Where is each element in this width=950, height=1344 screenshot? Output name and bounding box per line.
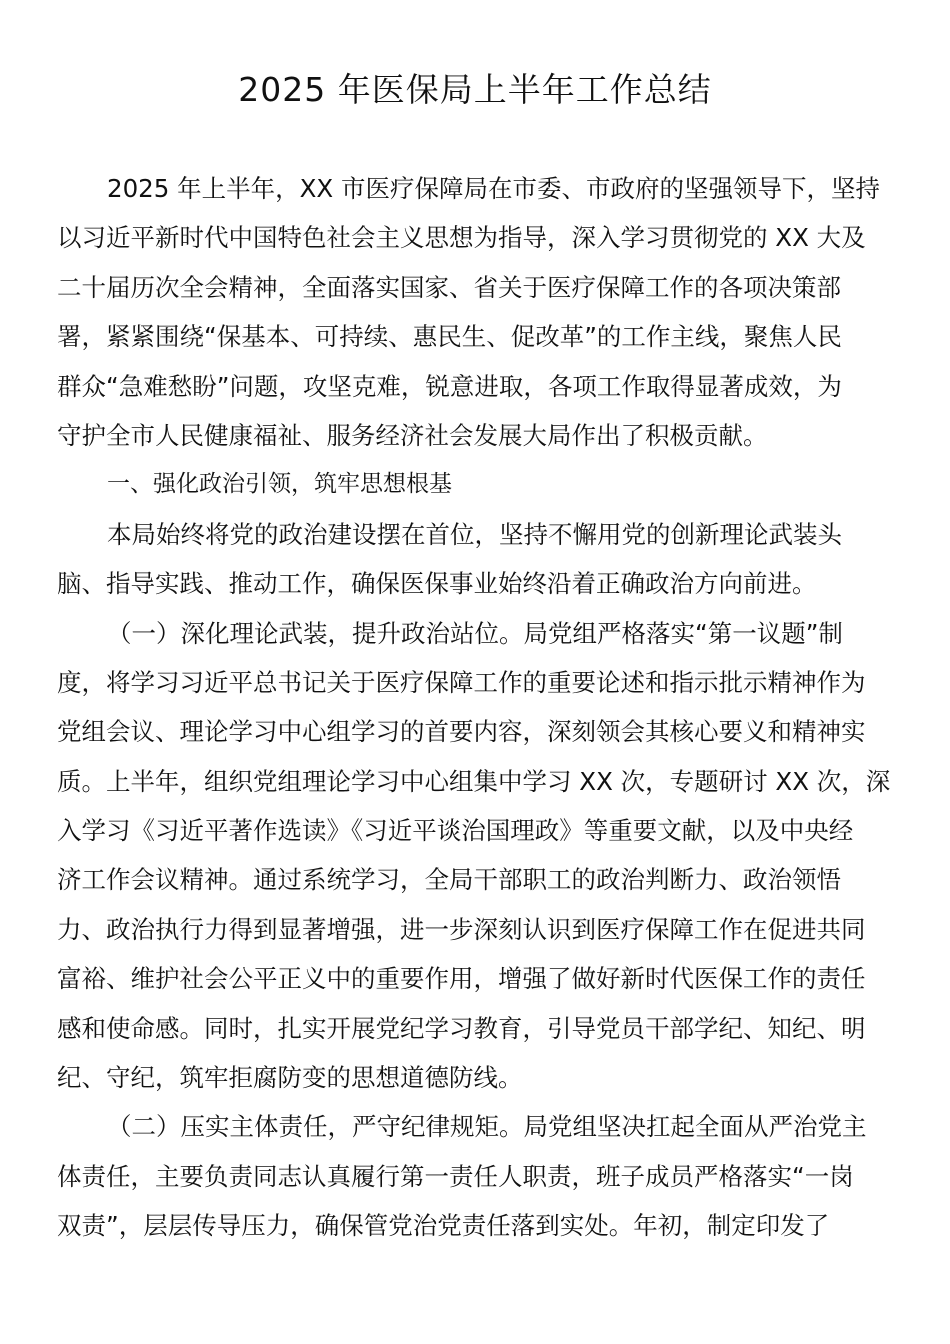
body-line: 脑、指导实践、推动工作，确保医保事业始终沿着正确政治方向前进。 [57,569,817,599]
body-line: （一）深化理论武装，提升政治站位。局党组严格落实“第一议题”制 [107,618,843,648]
body-line: 力、政治执行力得到显著增强，进一步深刻认识到医疗保障工作在促进共同 [57,914,866,944]
body-line: 济工作会议精神。通过系统学习，全局干部职工的政治判断力、政治领悟 [57,865,841,895]
body-line: （二）压实主体责任，严守纪律规矩。局党组坚决扛起全面从严治党主 [107,1112,867,1142]
document-body [57,164,891,1251]
body-line: 富裕、维护社会公平正义中的重要作用，增强了做好新时代医保工作的责任 [57,964,866,994]
body-line: 党组会议、理论学习中心组学习的首要内容，深刻领会其核心要义和精神实 [57,717,866,747]
body-line: 体责任，主要负责同志认真履行第一责任人职责，班子成员严格落实“一岗 [57,1161,854,1191]
body-line: 感和使命感。同时，扎实开展党纪学习教育，引导党员干部学纪、知纪、明 [57,1013,866,1043]
body-line: 群众“急难愁盼”问题，攻坚克难，锐意进取，各项工作取得显著成效，为 [57,371,842,401]
body-line: 质。上半年，组织党组理论学习中心组集中学习 XX 次，专题研讨 XX 次，深 [57,766,891,796]
body-line: 2025 年上半年，XX 市医疗保障局在市委、市政府的坚强领导下，坚持 [107,174,880,203]
document-title: 2025 年医保局上半年工作总结 [238,70,712,109]
section-heading: 一、强化政治引领，筑牢思想根基 [107,471,452,498]
body-line: 以习近平新时代中国特色社会主义思想为指导，深入学习贯彻党的 XX 大及 [57,223,866,253]
body-line: 双责”，层层传导压力，确保管党治党责任落到实处。年初，制定印发了 [57,1211,830,1241]
body-line: 二十届历次全会精神，全面落实国家、省关于医疗保障工作的各项决策部 [57,272,841,302]
body-line: 守护全市人民健康福祉、服务经济社会发展大局作出了积极贡献。 [57,420,768,450]
body-line: 本局始终将党的政治建设摆在首位，坚持不懈用党的创新理论武装头 [107,519,842,549]
body-line: 署，紧紧围绕“保基本、可持续、惠民生、促改革”的工作主线，聚焦人民 [57,322,842,352]
body-line: 度，将学习习近平总书记关于医疗保障工作的重要论述和指示批示精神作为 [57,667,866,697]
body-line: 入学习《习近平著作选读》《习近平谈治国理政》等重要文献，以及中央经 [57,816,854,846]
body-line: 纪、守纪，筑牢拒腐防变的思想道德防线。 [57,1063,523,1093]
